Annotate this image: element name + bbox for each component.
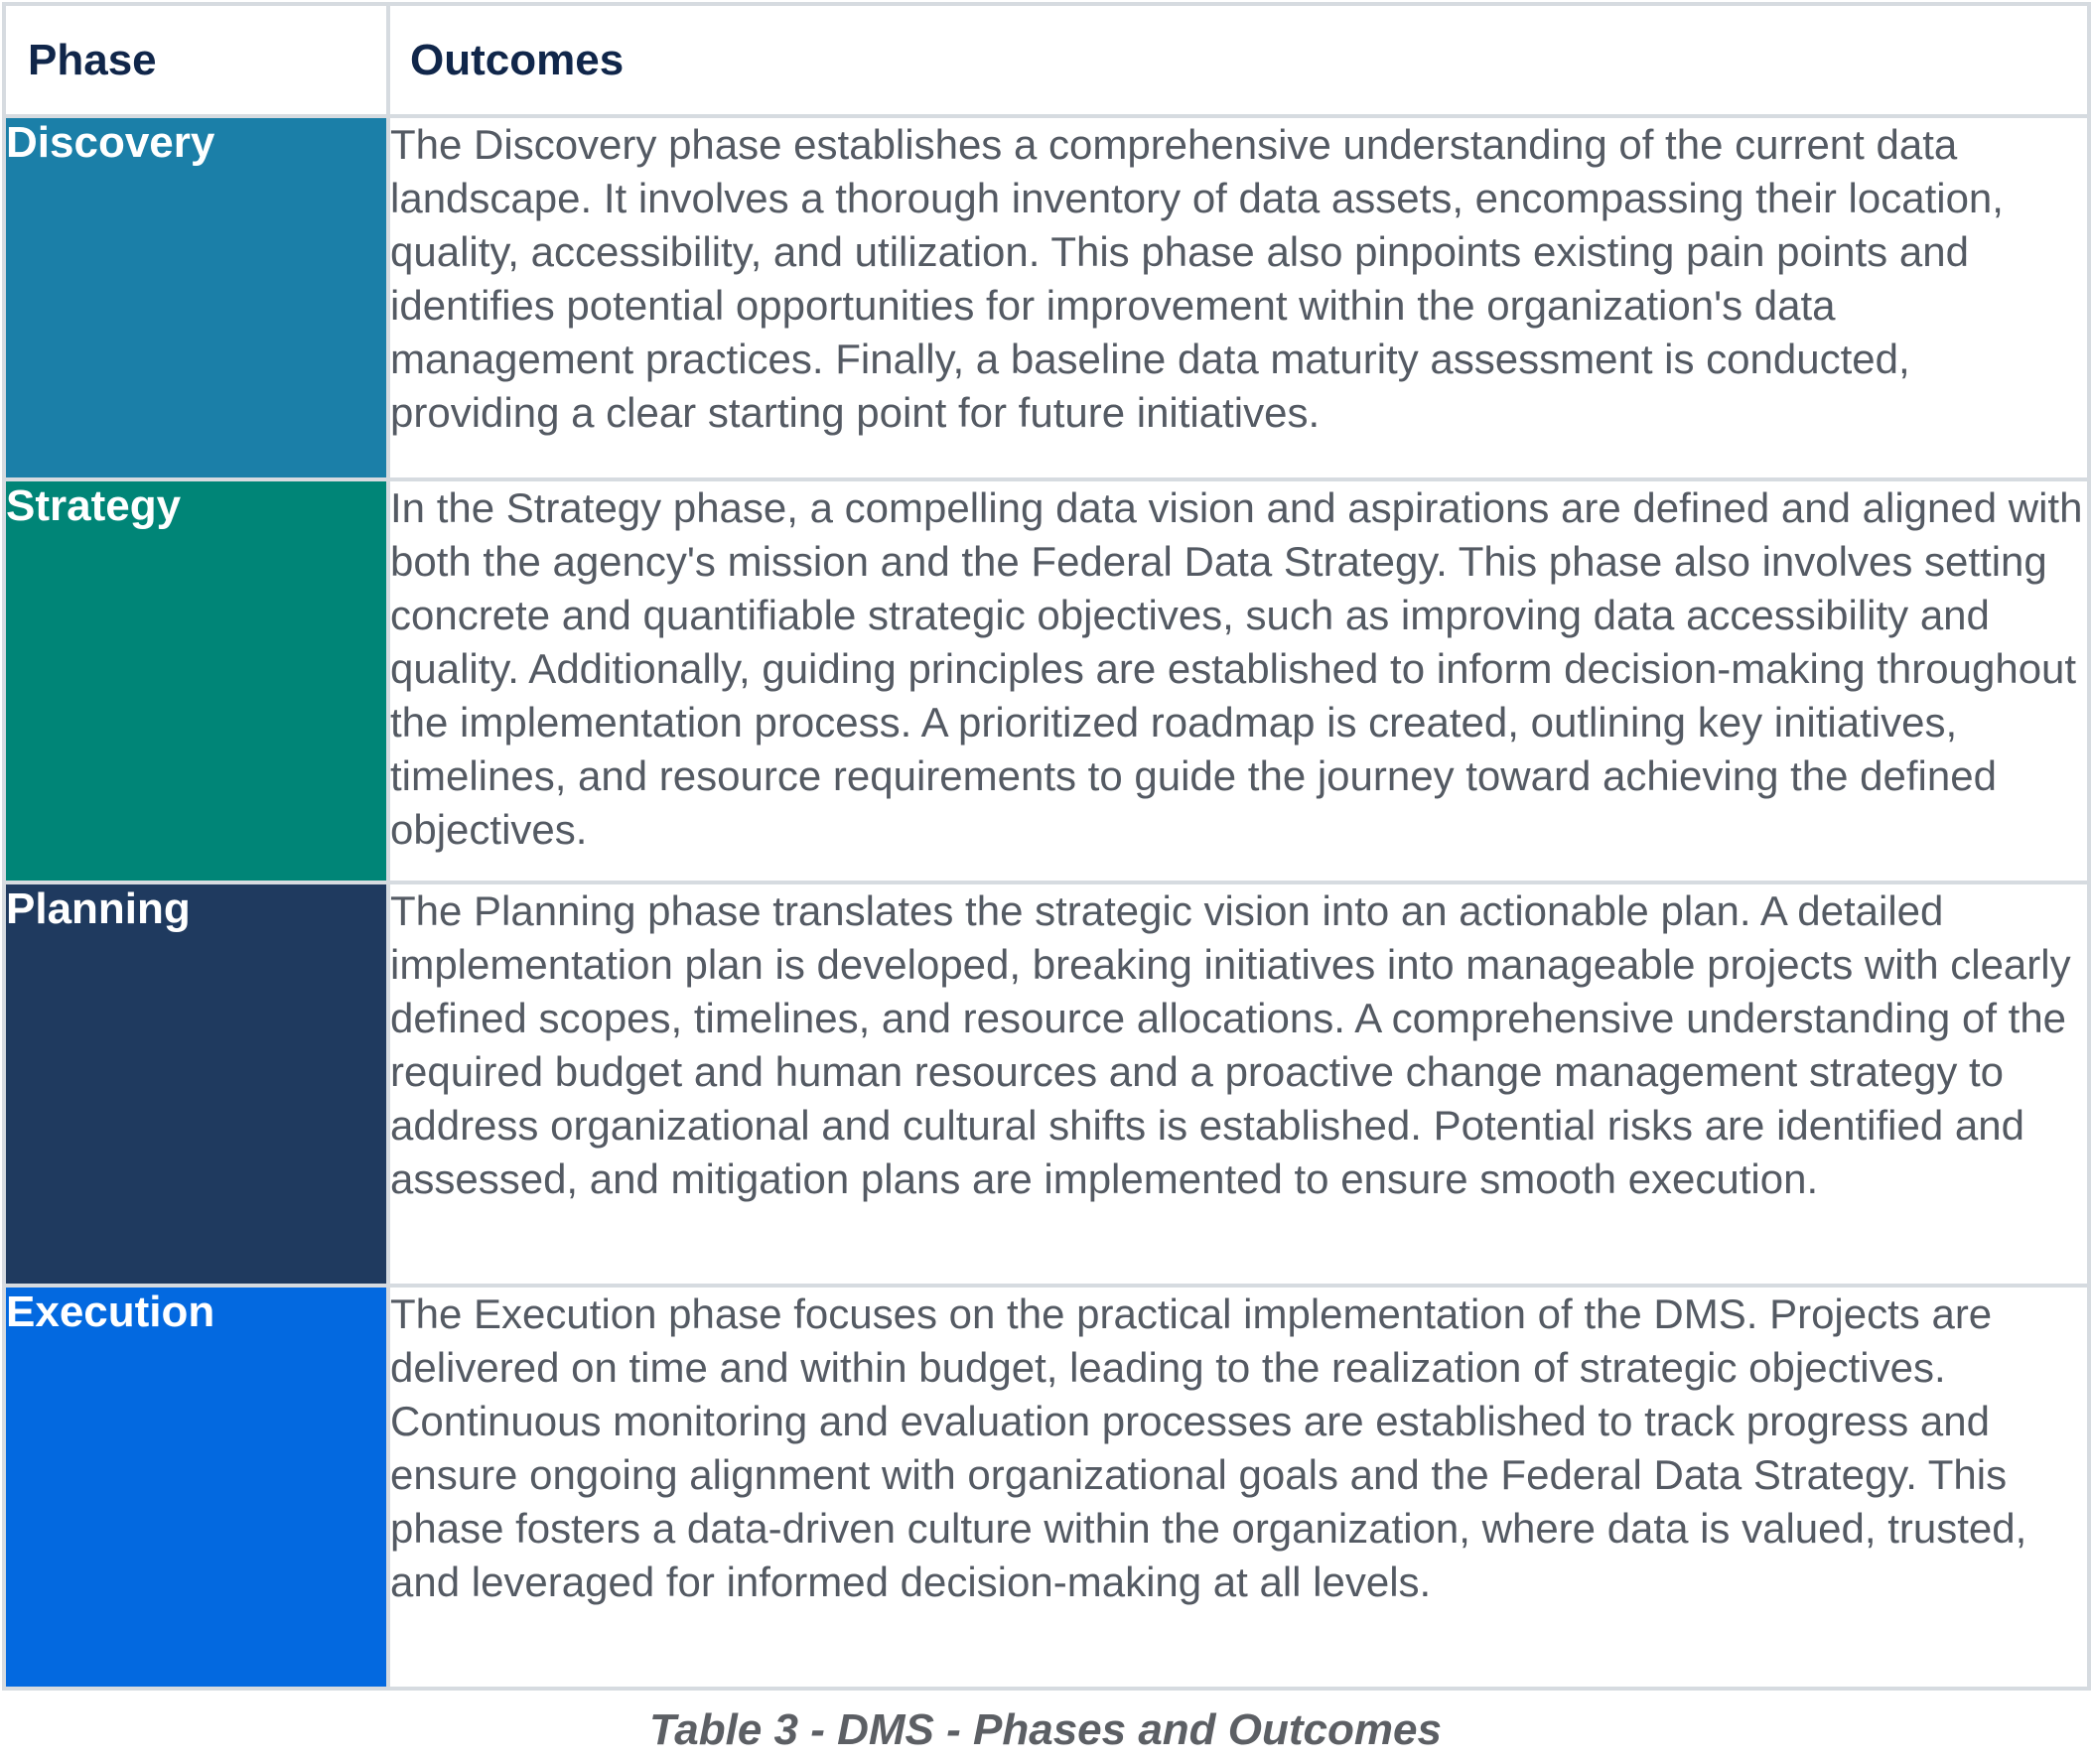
- header-outcomes: Outcomes: [388, 4, 2089, 116]
- table-row: [4, 116, 2089, 479]
- table-header-row: [4, 4, 2089, 116]
- outcome-cell-discovery: The Discovery phase establishes a comprehensive understanding of the current data landscape. It involves a thorough inventory of data assets, encompassing their location, quality, accessibility, and utilization. This phase also pinpoints existing pain points and identifies potential opportunities for improvement within the organization's data management practices. Finally, a baseline data maturity assessment is conducted, providing a clear starting point for future initiatives.: [388, 116, 2089, 479]
- phases-outcomes-table: [2, 2, 2091, 1691]
- phase-cell-planning: Planning: [4, 882, 388, 1286]
- phase-cell-strategy: Strategy: [4, 479, 388, 882]
- phase-cell-discovery: Discovery: [4, 116, 388, 479]
- table-row: [4, 1286, 2089, 1689]
- outcome-cell-execution: The Execution phase focuses on the practical implementation of the DMS. Projects are delivered on time and within budget, leading to the realization of strategic objectives. Continuous monitoring and evaluation processes are established to track progress and ensure ongoing alignment with organizational goals and the Federal Data Strategy. This phase fosters a data-driven culture within the organization, where data is valued, trusted, and leveraged for informed decision-making at all levels.: [388, 1286, 2089, 1689]
- table-row: [4, 882, 2089, 1286]
- phase-cell-execution: Execution: [4, 1286, 388, 1689]
- table-row: [4, 479, 2089, 882]
- outcome-cell-planning: The Planning phase translates the strategic vision into an actionable plan. A detailed implementation plan is developed, breaking initiatives into manageable projects with clearly defined scopes, timelines, and resource allocations. A comprehensive understanding of the required budget and human resources and a proactive change management strategy to address organizational and cultural shifts is established. Potential risks are identified and assessed, and mitigation plans are implemented to ensure smooth execution.: [388, 882, 2089, 1286]
- header-phase: Phase: [4, 4, 388, 116]
- table-caption: Table 3 - DMS - Phases and Outcomes: [649, 1705, 1442, 1754]
- outcome-cell-strategy: In the Strategy phase, a compelling data vision and aspirations are defined and aligned with both the agency's mission and the Federal Data Strategy. This phase also involves setting concrete and quantifiable strategic objectives, such as improving data accessibility and quality. Additionally, guiding principles are established to inform decision-making throughout the implementation process. A prioritized roadmap is created, outlining key initiatives, timelines, and resource requirements to guide the journey toward achieving the defined objectives.: [388, 479, 2089, 882]
